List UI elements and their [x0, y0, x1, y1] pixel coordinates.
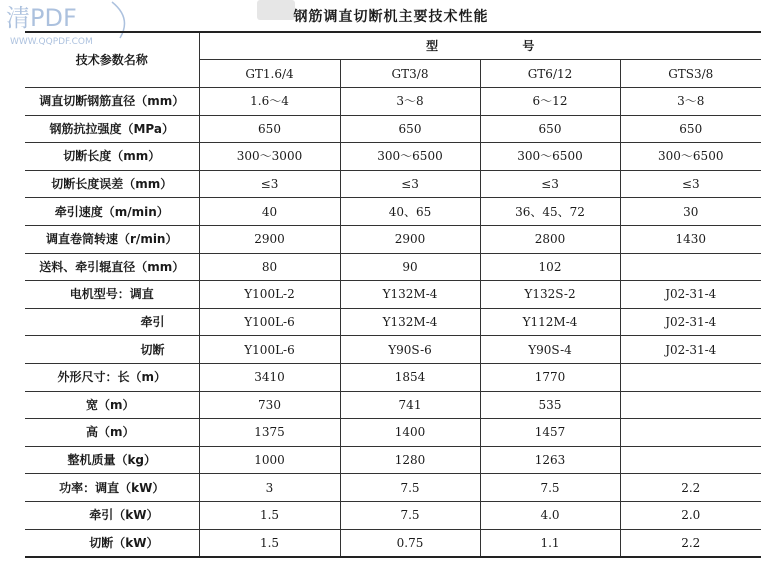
cell-value: 30: [620, 198, 761, 226]
row-label: 调直卷筒转速（r/min）: [25, 225, 199, 253]
cell-value: 1000: [199, 446, 340, 474]
cell-value: 36、45、72: [480, 198, 620, 226]
model-header: GT3/8: [340, 60, 480, 88]
cell-value: ≤3: [620, 170, 761, 198]
cell-value: 1.5: [199, 529, 340, 557]
table-row: [25, 88, 761, 116]
cell-value: 741: [340, 391, 480, 419]
table-row: [25, 529, 761, 557]
watermark-text: 清PDF: [6, 4, 77, 32]
cell-value: 1.1: [480, 529, 620, 557]
cell-value: 2800: [480, 225, 620, 253]
cell-value: 1375: [199, 419, 340, 447]
cell-value: [620, 391, 761, 419]
model-header: GTS3/8: [620, 60, 761, 88]
cell-value: 1.5: [199, 501, 340, 529]
cell-value: 2900: [340, 225, 480, 253]
cell-value: Y90S-6: [340, 336, 480, 364]
cell-value: 300～6500: [620, 143, 761, 171]
row-label: 牵引速度（m/min）: [25, 198, 199, 226]
row-label: 整机质量（kg）: [25, 446, 199, 474]
cell-value: J02-31-4: [620, 281, 761, 309]
table-row: [25, 115, 761, 143]
cell-value: Y100L-2: [199, 281, 340, 309]
cell-value: Y112M-4: [480, 308, 620, 336]
cell-value: J02-31-4: [620, 336, 761, 364]
row-label: 切断: [25, 336, 199, 364]
cell-value: 4.0: [480, 501, 620, 529]
table-row: [25, 308, 761, 336]
type-group-label: 型 号: [426, 39, 575, 53]
row-label: 功率：调直（kW）: [25, 474, 199, 502]
cell-value: 80: [199, 253, 340, 281]
cell-value: 2.2: [620, 529, 761, 557]
model-header: GT1.6/4: [199, 60, 340, 88]
row-label: 调直切断钢筋直径（mm）: [25, 88, 199, 116]
cell-value: 3410: [199, 363, 340, 391]
table-row: [25, 336, 761, 364]
cell-value: 40、65: [340, 198, 480, 226]
header-row-1: [25, 32, 761, 60]
cell-value: 1280: [340, 446, 480, 474]
row-label: 外形尺寸：长（m）: [25, 363, 199, 391]
row-label: 钢筋抗拉强度（MPa）: [25, 115, 199, 143]
page-title: 钢筋调直切断机主要技术性能: [293, 9, 489, 25]
cell-value: 300～6500: [480, 143, 620, 171]
cell-value: [620, 363, 761, 391]
table-row: [25, 281, 761, 309]
cell-value: 3: [199, 474, 340, 502]
table-row: [25, 143, 761, 171]
row-label: 高（m）: [25, 419, 199, 447]
cell-value: 90: [340, 253, 480, 281]
cell-value: 1430: [620, 225, 761, 253]
row-label: 切断长度误差（mm）: [25, 170, 199, 198]
cell-value: Y100L-6: [199, 336, 340, 364]
cell-value: Y132S-2: [480, 281, 620, 309]
cell-value: 7.5: [340, 474, 480, 502]
param-column-header: 技术参数名称: [25, 32, 199, 88]
cell-value: 1263: [480, 446, 620, 474]
cell-value: 7.5: [340, 501, 480, 529]
cell-value: 7.5: [480, 474, 620, 502]
row-label: 牵引（kW）: [25, 501, 199, 529]
table-row: [25, 501, 761, 529]
cell-value: Y132M-4: [340, 281, 480, 309]
cell-value: 2.0: [620, 501, 761, 529]
row-label: 宽（m）: [25, 391, 199, 419]
cell-value: 3～8: [340, 88, 480, 116]
cell-value: [620, 419, 761, 447]
cell-value: 650: [340, 115, 480, 143]
table-row: [25, 253, 761, 281]
cell-value: 102: [480, 253, 620, 281]
cell-value: ≤3: [199, 170, 340, 198]
cell-value: 2.2: [620, 474, 761, 502]
watermark-url: WWW.QQPDF.COM: [10, 37, 93, 47]
cell-value: 730: [199, 391, 340, 419]
model-header: GT6/12: [480, 60, 620, 88]
cell-value: 650: [199, 115, 340, 143]
cell-value: 40: [199, 198, 340, 226]
cell-value: Y100L-6: [199, 308, 340, 336]
cell-value: 650: [620, 115, 761, 143]
cell-value: [620, 253, 761, 281]
cell-value: Y132M-4: [340, 308, 480, 336]
cell-value: 300～6500: [340, 143, 480, 171]
cell-value: 6～12: [480, 88, 620, 116]
table-row: [25, 446, 761, 474]
cell-value: [620, 446, 761, 474]
table-row: [25, 198, 761, 226]
table-row: [25, 474, 761, 502]
cell-value: 1854: [340, 363, 480, 391]
cell-value: 3～8: [620, 88, 761, 116]
cell-value: J02-31-4: [620, 308, 761, 336]
table-row: [25, 391, 761, 419]
cell-value: ≤3: [340, 170, 480, 198]
cell-value: 2900: [199, 225, 340, 253]
cell-value: Y90S-4: [480, 336, 620, 364]
table-row: [25, 170, 761, 198]
row-label: 切断（kW）: [25, 529, 199, 557]
cell-value: 650: [480, 115, 620, 143]
cell-value: 535: [480, 391, 620, 419]
row-label: 切断长度（mm）: [25, 143, 199, 171]
row-label: 送料、牵引辊直径（mm）: [25, 253, 199, 281]
row-label: 电机型号：调直: [25, 281, 199, 309]
cell-value: 1457: [480, 419, 620, 447]
row-label: 牵引: [25, 308, 199, 336]
cell-value: 1770: [480, 363, 620, 391]
cell-value: 1400: [340, 419, 480, 447]
table-row: [25, 419, 761, 447]
table-row: [25, 225, 761, 253]
cell-value: 1.6～4: [199, 88, 340, 116]
cell-value: ≤3: [480, 170, 620, 198]
table-row: [25, 363, 761, 391]
cell-value: 0.75: [340, 529, 480, 557]
spec-table: [25, 31, 761, 558]
type-group-header: [199, 32, 761, 60]
cell-value: 300～3000: [199, 143, 340, 171]
